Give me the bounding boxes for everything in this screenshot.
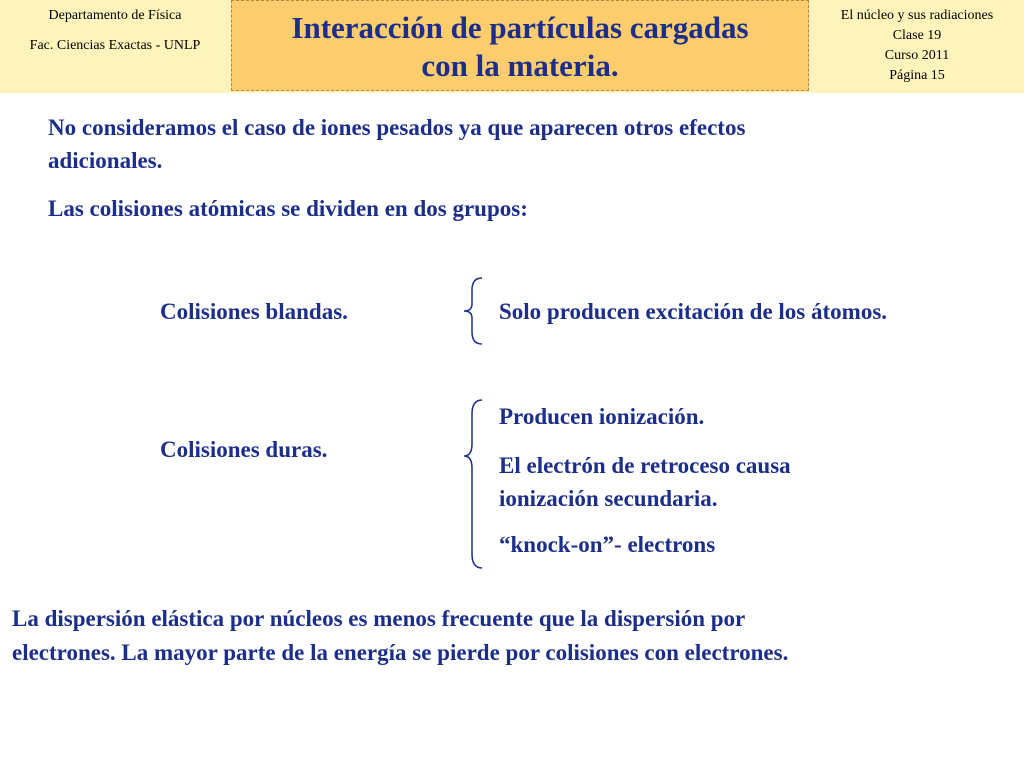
intro-line1: No consideramos el caso de iones pesados ya que aparecen otros efectos: [48, 115, 746, 140]
class-number: Clase 19: [892, 28, 942, 43]
department-name: Departamento de Física: [48, 8, 182, 23]
header-department: [0, 0, 230, 93]
header-course-info: [810, 0, 1024, 93]
soft-collisions-description: Solo producen excitación de los átomos.: [499, 299, 888, 324]
hard-collisions-label: Colisiones duras.: [160, 437, 328, 462]
course-year: Curso 2011: [884, 48, 950, 63]
header-bar: [0, 0, 1024, 93]
faculty-name: Fac. Ciencias Exactas - UNLP: [29, 38, 201, 53]
conclusion-line2: electrones. La mayor parte de la energía se pierde por colisiones con electrones.: [12, 640, 789, 665]
slide-title-line1: Interacción de partículas cargadas: [291, 10, 749, 45]
page-number: Página 15: [889, 68, 945, 83]
conclusion-line1: La dispersión elástica por núcleos es menos frecuente que la dispersión por: [12, 606, 746, 631]
soft-collisions-label: Colisiones blandas.: [160, 299, 348, 324]
hard-desc-ionization: Producen ionización.: [499, 404, 705, 429]
slide-title: [231, 0, 809, 91]
hard-desc-recoil-line1: El electrón de retroceso causa: [499, 453, 791, 478]
intro-line2: adicionales.: [48, 148, 163, 173]
course-name: El núcleo y sus radiaciones: [840, 8, 994, 23]
hard-desc-knockon: “knock-on”- electrons: [499, 532, 716, 557]
groups-sentence: Las colisiones atómicas se dividen en dos grupos:: [48, 196, 528, 221]
soft-brace-icon: [458, 276, 486, 346]
hard-brace-icon: [458, 398, 486, 570]
slide-title-line2: con la materia.: [421, 48, 619, 83]
hard-desc-recoil-line2: ionización secundaria.: [499, 486, 718, 511]
